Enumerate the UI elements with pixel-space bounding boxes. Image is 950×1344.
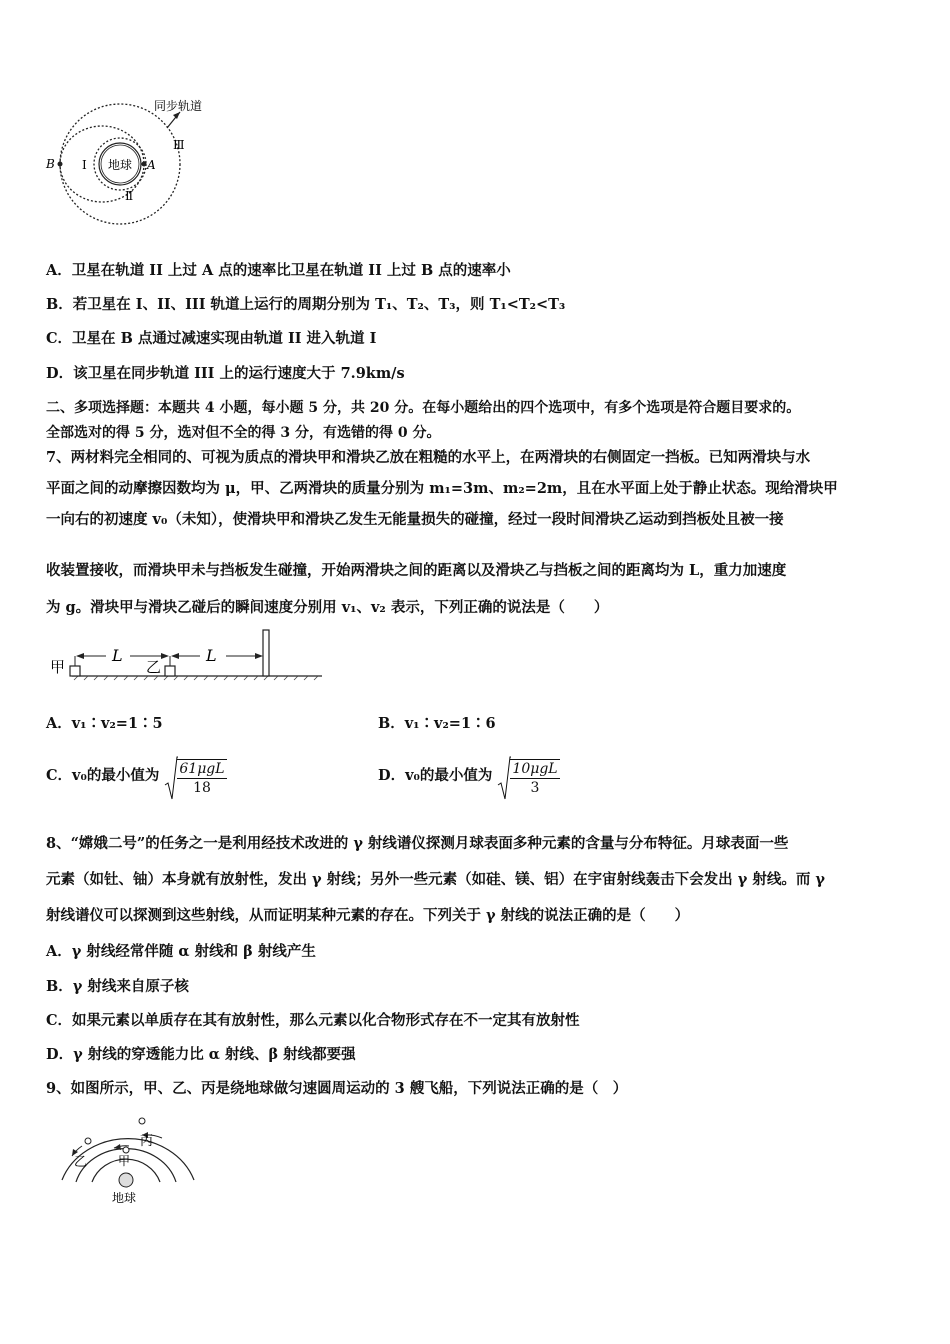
q6-option-c: C．卫星在 B 点通过减速实现由轨道 II 进入轨道 I [46,330,377,347]
barrier-wall [263,630,269,676]
roman-2-label: Ⅱ [125,189,134,203]
q7-diagram [44,626,329,688]
point-a-dot [142,162,147,167]
sync-orbit-label: 同步轨道 [154,99,203,113]
section2-heading-line1: 二、多项选择题：本题共 4 小题，每小题 5 分，共 20 分。在每小题给出的四个选项中，有多个选项是符合题目要求的。 [46,400,801,416]
q7-option-d-prefix: D．v₀的最小值为 [378,767,493,784]
q7-option-d-denominator: 3 [530,780,540,796]
label-L2: L [206,646,217,665]
q7-option-d-sqrt [497,754,559,798]
q8-option-d: D．γ 射线的穿透能力比 α 射线、β 射线都要强 [46,1046,356,1063]
q8-option-b: B．γ 射线来自原子核 [46,978,189,995]
earth-dot [119,1173,133,1187]
ship-jia [123,1147,129,1153]
label-jia: 甲 [50,658,66,676]
section2-heading-line2: 全部选对的得 5 分，选对但不全的得 3 分，有选错的得 0 分。 [46,425,441,441]
point-a-label: A [147,158,156,172]
q6-option-a: A．卫星在轨道 II 上过 A 点的速率比卫星在轨道 II 上过 B 点的速率小 [46,262,511,279]
label-jia: 甲 [118,1154,131,1168]
point-b-label: B [46,157,55,171]
q7-option-c [46,752,227,800]
q6-option-d: D．该卫星在同步轨道 III 上的运行速度大于 7.9km/s [46,365,405,382]
q8-stem-line1: 8、“嫦娥二号”的任务之一是利用经技术改进的 γ 射线谱仪探测月球表面多种元素的含量与分布特征。月球表面一些 [46,835,789,852]
roman-3-label: Ⅲ [173,138,185,152]
q7-stem-line1: 7、两材料完全相同的、可视为质点的滑块甲和滑块乙放在粗糙的水平上，在两滑块的右侧固定一挡板。已知两滑块与水 [46,449,811,466]
q8-stem-line3: 射线谱仪可以探测到这些射线，从而证明某种元素的存在。下列关于 γ 射线的说法正确的是（ ） [46,907,690,924]
ship-yi [85,1138,91,1144]
q9-stem-line1: 9、如图所示，甲、乙、丙是绕地球做匀速圆周运动的 3 艘飞船，下列说法正确的是（ ） [46,1080,628,1097]
q9-diagram [54,1108,204,1208]
point-b-dot [58,162,63,167]
q8-option-c: C．如果元素以单质存在其有放射性，那么元素以化合物形式存在不一定其有放射性 [46,1012,580,1029]
q7-stem-line3: 一向右的初速度 v₀（未知），使滑块甲和滑块乙发生无能量损失的碰撞，经过一段时间滑块乙运动到挡板处且被一接 [46,511,784,528]
label-yi: 乙 [74,1155,88,1170]
q7-stem-line5: 为 g。滑块甲与滑块乙碰后的瞬间速度分别用 v₁、v₂ 表示，下列正确的说法是（ ） [46,599,609,616]
label-L1: L [112,646,123,665]
q6-option-b: B．若卫星在 I、II、III 轨道上运行的周期分别为 T₁、T₂、T₃，则 T₁<T₂<T₃ [46,296,566,313]
label-yi: 乙 [146,658,162,676]
q7-option-c-sqrt [164,754,226,798]
q7-option-c-numerator: 61μgL [179,761,225,777]
ship-bing [139,1118,145,1124]
label-bing: 丙 [140,1134,154,1149]
q7-option-c-denominator: 18 [193,780,211,796]
block-jia [70,666,80,676]
q7-option-a: A．v₁∶v₂=1∶5 [46,715,163,732]
earth-label: 地球 [107,158,133,172]
q7-stem-line2: 平面之间的动摩擦因数均为 μ，甲、乙两滑块的质量分别为 m₁=3m、m₂=2m，且在水平面上处于静止状态。现给滑块甲 [46,480,838,497]
orbit-diagram [40,96,230,231]
label-earth: 地球 [112,1191,137,1205]
q7-option-d [378,752,560,800]
block-yi [165,666,175,676]
q7-option-b: B．v₁∶v₂=1∶6 [378,715,496,732]
q8-stem-line2: 元素（如钍、铀）本身就有放射性，发出 γ 射线；另外一些元素（如硅、镁、铝）在宇宙射线轰击下会发出 γ 射线。而 γ [46,871,825,888]
q7-stem-line4: 收装置接收，而滑块甲未与挡板发生碰撞，开始两滑块之间的距离以及滑块乙与挡板之间的距离均为 L，重力加速度 [46,562,787,579]
roman-1-label: Ⅰ [82,158,87,172]
q8-option-a: A．γ 射线经常伴随 α 射线和 β 射线产生 [46,943,316,960]
q7-option-c-prefix: C．v₀的最小值为 [46,767,160,784]
q7-option-d-numerator: 10μgL [512,761,558,777]
